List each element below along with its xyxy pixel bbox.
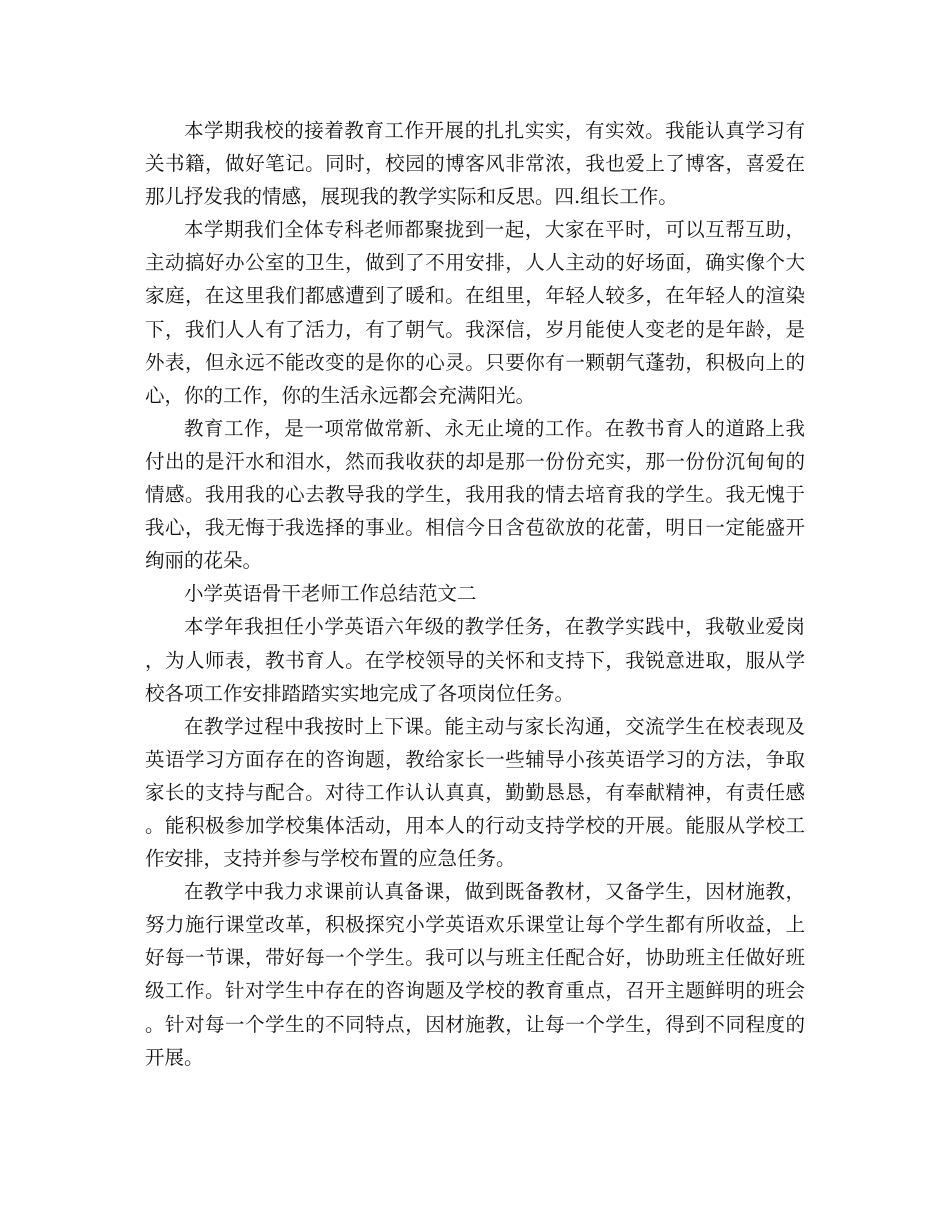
paragraph-teaching-duty: 本学年我担任小学英语六年级的教学任务，在教学实践中，我敬业爱岗，为人师表，教书育人。在学校领导的关怀和支持下，我锐意进取，服从学校各项工作安排踏踏实实地完成了各项岗位任务。 xyxy=(145,615,805,705)
paragraph-education-reflection: 教育工作，是一项常做常新、永无止境的工作。在教书育人的道路上我付出的是汗水和泪水，然而我收获的却是那一份份充实，那一份份沉甸甸的情感。我用我的心去教导我的学生，我用我的情去培育我的学生。我无愧于我心，我无悔于我选择的事业。相信今日含苞欲放的花蕾，明日一定能盛开绚丽的花朵。 xyxy=(145,416,805,573)
paragraph-teaching-process: 在教学过程中我按时上下课。能主动与家长沟通，交流学生在校表现及英语学习方面存在的咨询题，教给家长一些辅导小孩英语学习的方法，争取家长的支持与配合。对待工作认认真真，勤勤恳恳，有奉献精神，有责任感。能积极参加学校集体活动，用本人的行动支持学校的开展。能服从学校工作安排，支持并参与学校布置的应急任务。 xyxy=(145,714,805,871)
paragraph-continuing-education: 本学期我校的接着教育工作开展的扎扎实实，有实效。我能认真学习有关书籍，做好笔记。同时，校园的博客风非常浓，我也爱上了博客，喜爱在那儿抒发我的情感，展现我的教学实际和反思。四.组长工作。 xyxy=(145,119,805,209)
section-heading: 小学英语骨干老师工作总结范文二 xyxy=(184,582,477,606)
paragraph-lesson-preparation: 在教学中我力求课前认真备课，做到既备教材，又备学生，因材施教，努力施行课堂改革，积极探究小学英语欢乐课堂让每个学生都有所收益，上好每一节课，带好每一个学生。我可以与班主任配合好，协助班主任做好班级工作。针对学生中存在的咨询题及学校的教育重点，召开主题鲜明的班会。针对每一个学生的不同特点，因材施教，让每一个学生，得到不同程度的开展。 xyxy=(145,880,805,1069)
document-page xyxy=(145,114,805,1074)
paragraph-team-work: 本学期我们全体专科老师都聚拢到一起，大家在平时，可以互帮互助，主动搞好办公室的卫生，做到了不用安排，人人主动的好场面，确实像个大家庭，在这里我们都感遭到了暖和。在组里，年轻人较多，在年轻人的渲染下，我们人人有了活力，有了朝气。我深信，岁月能使人变老的是年龄，是外表，但永远不能改变的是你的心灵。只要你有一颗朝气蓬勃，积极向上的心，你的工作，你的生活永远都会充满阳光。 xyxy=(145,218,805,407)
